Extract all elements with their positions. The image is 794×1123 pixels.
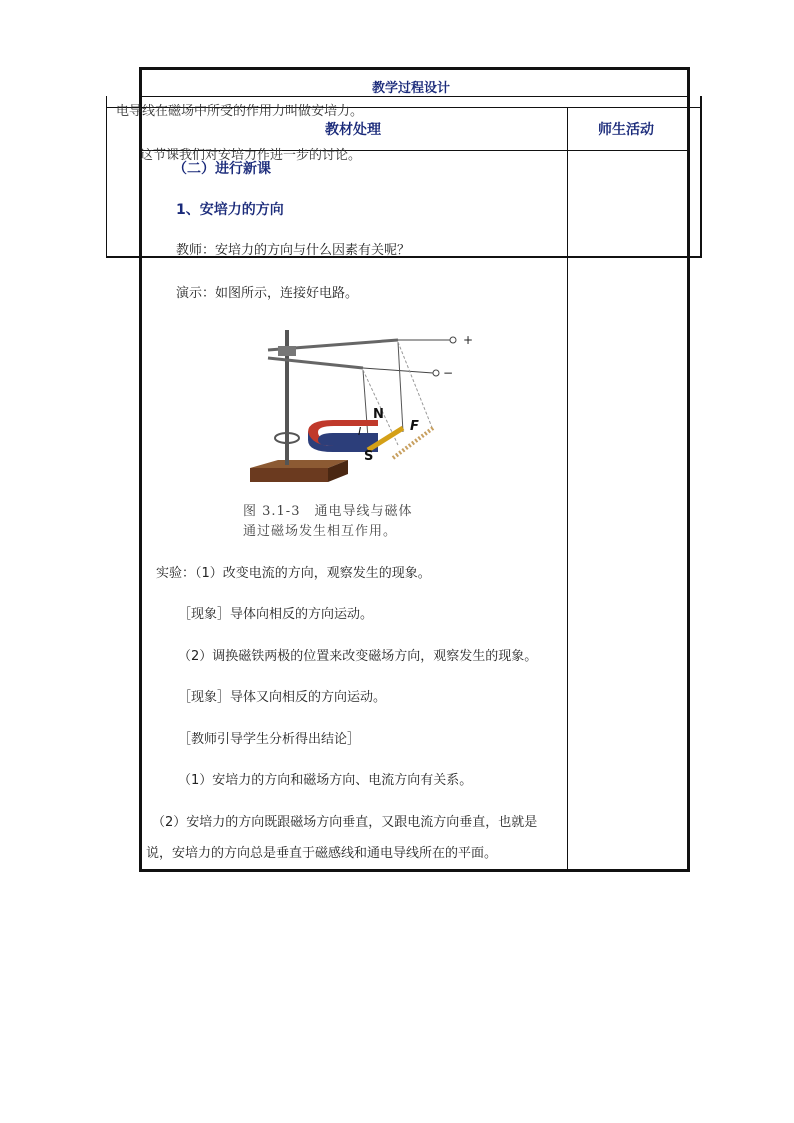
minus-terminal-label: −	[443, 366, 454, 380]
overlay-text-line1: 电导线在磁场中所受的作用力叫做安培力。	[116, 104, 364, 119]
force-label: F	[410, 419, 419, 434]
experiment-1: 实验：（1）改变电流的方向，观察发生的现象。	[156, 566, 431, 581]
conclusion-2-line1: （2）安培力的方向既跟磁场方向垂直，又跟电流方向垂直，也就是	[152, 815, 538, 830]
plus-terminal-label: +	[463, 333, 474, 347]
overlay-text-line2: 这节课我们对安培力作进一步的讨论。	[140, 148, 362, 163]
table-border-bottom	[139, 869, 690, 872]
demo-instruction: 演示：如图所示，连接好电路。	[176, 286, 359, 301]
conclusion-1: （1）安培力的方向和磁场方向、电流方向有关系。	[178, 773, 473, 788]
column-divider	[567, 107, 568, 871]
table-border-top	[139, 67, 690, 70]
table-border-left	[139, 67, 142, 872]
table-title: 教学过程设计	[372, 81, 451, 96]
title-row-divider	[139, 96, 557, 97]
current-label: I	[358, 425, 362, 438]
title-row-divider-right	[557, 96, 690, 97]
figure-caption-line1: 图 3.1-3 通电导线与磁体	[243, 504, 413, 519]
teacher-guidance: ［教师引导学生分析得出结论］	[178, 732, 361, 747]
overlay-border-right	[700, 96, 702, 258]
table-border-right	[687, 67, 690, 872]
section-heading: （二）进行新课	[173, 161, 271, 177]
conclusion-2-line2: 说，安培力的方向总是垂直于磁感线和通电导线所在的平面。	[146, 846, 498, 861]
teacher-question: 教师：安培力的方向与什么因素有关呢？	[176, 243, 411, 258]
south-pole-label: S	[364, 449, 374, 464]
column-header-activities: 师生活动	[598, 122, 654, 138]
observation-2: ［现象］导体又向相反的方向运动。	[178, 690, 387, 705]
figure-caption-line2: 通过磁场发生相互作用。	[243, 524, 398, 539]
column-header-materials: 教材处理	[325, 122, 381, 138]
experiment-2: （2）调换磁铁两极的位置来改变磁场方向，观察发生的现象。	[178, 649, 538, 664]
observation-1: ［现象］导体向相反的方向运动。	[178, 607, 374, 622]
north-pole-label: N	[373, 407, 384, 422]
experiment-figure	[238, 320, 478, 495]
overlay-border-left	[106, 96, 107, 258]
section-subheading: 1、安培力的方向	[176, 202, 284, 218]
